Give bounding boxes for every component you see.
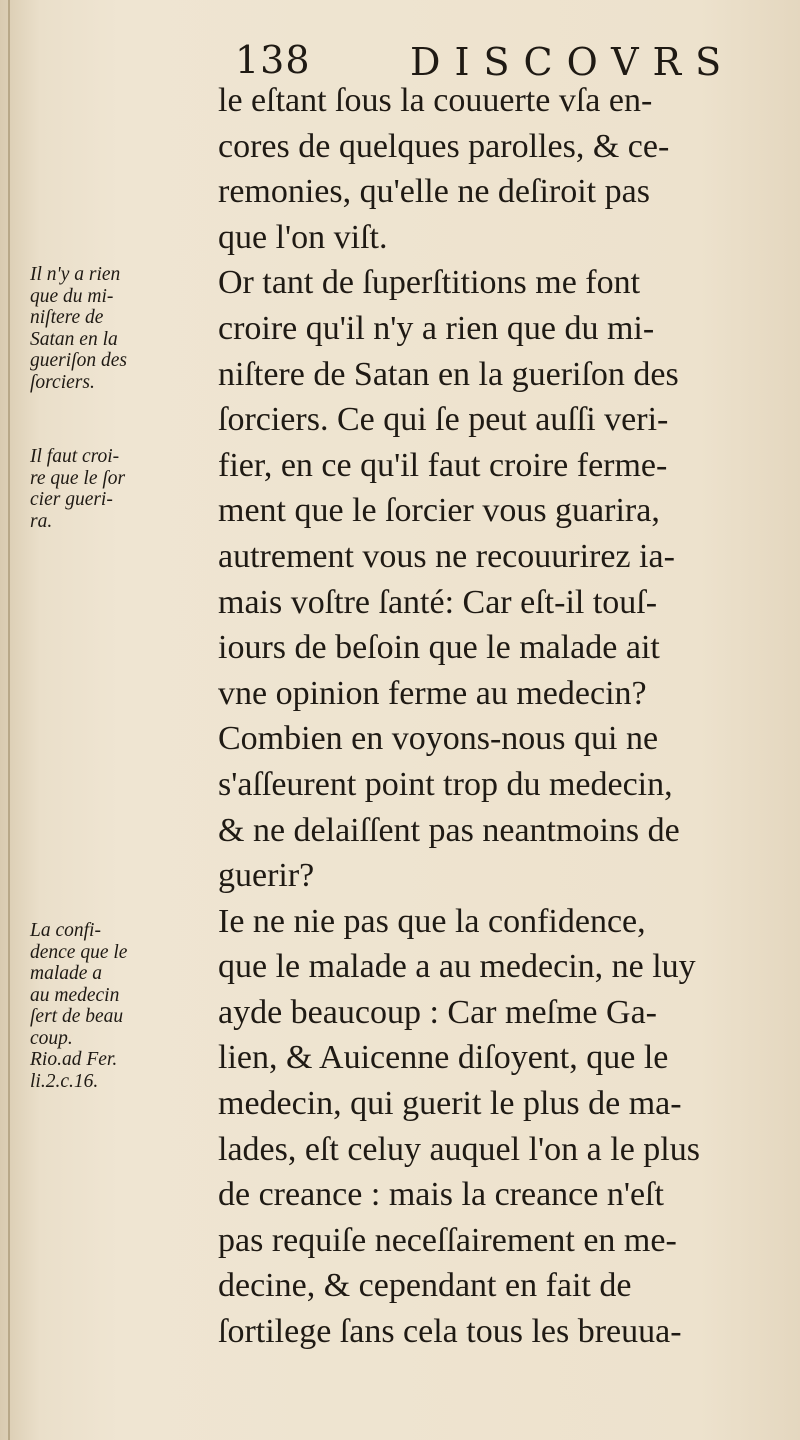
text-line: que l'on viſt.: [218, 218, 388, 256]
text-line: que le malade a au medecin, ne luy: [218, 948, 696, 986]
text-line: ment que le ſorcier vous guarira,: [218, 492, 660, 530]
margin-note-line: Rio.ad Fer.: [30, 1049, 118, 1070]
text-line: niſtere de Satan en la gueriſon des: [218, 355, 679, 393]
margin-note-line: niſtere de: [30, 307, 104, 328]
margin-note-confidence: [30, 920, 220, 1092]
text-line: cores de quelques parolles, & ce-: [218, 127, 670, 165]
text-line: Ie ne nie pas que la confidence,: [218, 902, 646, 940]
margin-note-line: li.2.c.16.: [30, 1070, 99, 1092]
text-line: iours de beſoin que le malade ait: [218, 629, 660, 667]
margin-note-line: malade a: [30, 963, 103, 984]
margin-note-line: gueriſon des: [30, 350, 127, 371]
margin-note-line: cier gueri-: [30, 489, 113, 510]
running-title: DISCOVRS: [410, 40, 736, 84]
page-number: 138: [235, 38, 311, 82]
margin-note-line: que du mi-: [30, 285, 114, 307]
text-line: mais voſtre ſanté: Car eſt-il touſ-: [218, 583, 658, 621]
text-line: lades, eſt celuy auquel l'on a le plus: [218, 1130, 700, 1168]
margin-note-line: dence que le: [30, 941, 128, 963]
text-line: de creance : mais la creance n'eſt: [218, 1176, 664, 1214]
margin-note-line: au medecin: [30, 984, 120, 1006]
margin-note-line: ſorciers.: [30, 371, 95, 393]
margin-note-line: ſert de beau: [30, 1006, 124, 1027]
text-line: le eſtant ſous la couuerte vſa en-: [218, 82, 653, 119]
text-line: Or tant de ſuperſtitions me font: [218, 264, 641, 302]
page-gutter: [8, 0, 10, 1440]
margin-note-line: Satan en la: [30, 328, 118, 350]
text-line: ayde beaucoup : Car meſme Ga-: [218, 993, 657, 1031]
margin-note-line: La confi-: [30, 920, 101, 941]
text-line: fier, en ce qu'il faut croire ferme-: [218, 446, 668, 484]
text-line: decine, & cependant en fait de: [218, 1267, 632, 1305]
margin-note-line: Il faut croi-: [30, 446, 120, 467]
text-line: & ne delaiſſent pas neantmoins de: [218, 811, 680, 849]
text-line: autrement vous ne recouurirez ia-: [218, 537, 675, 575]
text-line: ſortilege ſans cela tous les breuua-: [218, 1313, 682, 1351]
text-line: vne opinion ferme au medecin?: [218, 674, 647, 712]
margin-note-line: ra.: [30, 510, 53, 532]
text-line: pas requiſe neceſſairement en me-: [218, 1221, 677, 1259]
text-line: guerir?: [218, 857, 315, 895]
text-line: remonies, qu'elle ne deſiroit pas: [218, 173, 650, 211]
margin-note-sorcier: [30, 446, 220, 532]
text-line: s'aſſeurent point trop du medecin,: [218, 765, 673, 803]
margin-note-line: coup.: [30, 1027, 73, 1049]
text-line: lien, & Auicenne diſoyent, que le: [218, 1039, 669, 1077]
text-line: croire qu'il n'y a rien que du mi-: [218, 309, 655, 347]
text-line: ſorciers. Ce qui ſe peut auſſi veri-: [218, 401, 669, 439]
main-text-block: [218, 78, 793, 1355]
text-line: Combien en voyons-nous qui ne: [218, 720, 659, 758]
text-line: medecin, qui guerit le plus de ma-: [218, 1085, 682, 1123]
margin-note-line: re que le ſor: [30, 467, 126, 489]
margin-note-line: Il n'y a rien: [30, 264, 121, 285]
margin-note-satan: [30, 264, 220, 393]
